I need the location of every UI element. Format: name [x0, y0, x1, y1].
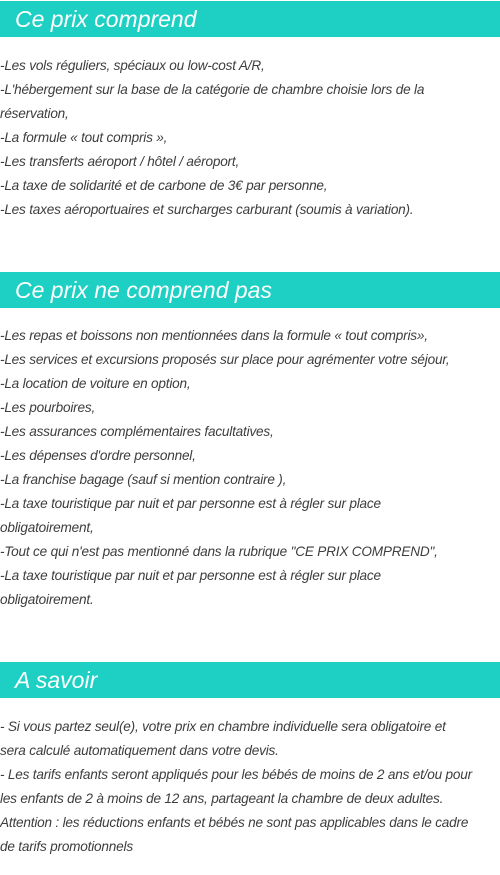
list-item: -La taxe touristique par nuit et par personne est à régler sur place: [0, 568, 381, 583]
list-item: -La taxe touristique par nuit et par personne est à régler sur place: [0, 496, 381, 511]
list-item: -Les services et excursions proposés sur place pour agrémenter votre séjour,: [0, 352, 450, 367]
good-to-know-text: [0, 715, 500, 859]
list-item: -Les dépenses d'ordre personnel,: [0, 448, 196, 463]
not-included-list: [0, 324, 500, 612]
included-list: [0, 54, 500, 222]
list-item: -La franchise bagage (sauf si mention contraire ),: [0, 472, 287, 487]
list-item: -Les transferts aéroport / hôtel / aéroport,: [0, 154, 240, 169]
list-item: -La location de voiture en option,: [0, 376, 191, 391]
list-item: réservation,: [0, 106, 69, 121]
list-item: -Les vols réguliers, spéciaux ou low-cost A/R,: [0, 58, 265, 73]
list-item: obligatoirement.: [0, 592, 94, 607]
list-item: -Les repas et boissons non mentionnées dans la formule « tout compris»,: [0, 328, 428, 343]
text-line: - Si vous partez seul(e), votre prix en chambre individuelle sera obligatoire et: [0, 719, 446, 734]
list-item: -La formule « tout compris »,: [0, 130, 168, 145]
list-item: -L'hébergement sur la base de la catégorie de chambre choisie lors de la: [0, 82, 425, 97]
section-title-not-included: Ce prix ne comprend pas: [0, 272, 500, 308]
list-item: -La taxe de solidarité et de carbone de 3€ par personne,: [0, 178, 328, 193]
text-line: Attention : les réductions enfants et bébés ne sont pas applicables dans le cadre: [0, 815, 469, 830]
text-line: les enfants de 2 à moins de 12 ans, partageant la chambre de deux adultes.: [0, 791, 444, 806]
text-line: de tarifs promotionnels: [0, 839, 133, 854]
section-title-included: Ce prix comprend: [0, 1, 500, 37]
list-item: -Les taxes aéroportuaires et surcharges carburant (soumis à variation).: [0, 202, 414, 217]
text-line: - Les tarifs enfants seront appliqués pour les bébés de moins de 2 ans et/ou pour: [0, 767, 472, 782]
list-item: -Les pourboires,: [0, 400, 96, 415]
section-title-good-to-know: A savoir: [0, 662, 500, 698]
list-item: -Tout ce qui n'est pas mentionné dans la rubrique "CE PRIX COMPREND",: [0, 544, 438, 559]
text-line: sera calculé automatiquement dans votre devis.: [0, 743, 279, 758]
list-item: obligatoirement,: [0, 520, 94, 535]
list-item: -Les assurances complémentaires facultatives,: [0, 424, 274, 439]
